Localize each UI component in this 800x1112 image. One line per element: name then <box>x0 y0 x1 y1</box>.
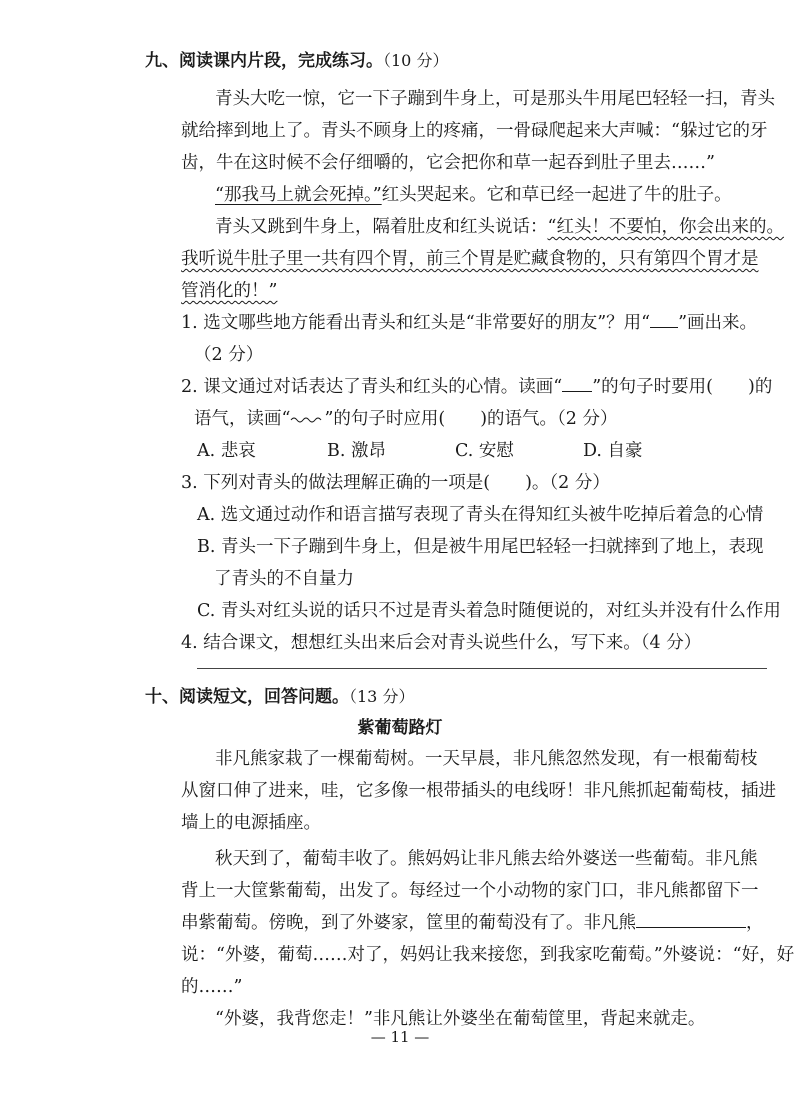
question-1-text: ”画出来。 <box>678 313 758 333</box>
question-1-score: （2 分） <box>194 345 264 365</box>
page-number: — 11 — <box>370 1028 430 1046</box>
option-a: A. 悲哀 <box>197 441 256 461</box>
section-10-heading: 十、阅读短文，回答问题。 <box>145 687 349 707</box>
question-3-option-b-cont: 了青头的不自量力 <box>214 569 354 589</box>
option-d: D. 自豪 <box>583 441 643 461</box>
section-9-heading-line <box>145 49 448 73</box>
straight-line-sample <box>562 375 592 392</box>
wavy-underlined-quote: “红头！不要怕，你会出来的。 <box>547 217 784 237</box>
passage-text: 青头又跳到牛身上，隔着肚皮和红头说话： <box>215 217 548 237</box>
question-2-text: 语气，读画“ <box>194 409 291 429</box>
question-3-stem: 3. 下列对青头的做法理解正确的一项是( )。（2 分） <box>181 473 610 493</box>
straight-line-sample <box>650 311 678 328</box>
question-2-text: ”的句子时应用( )的语气。（2 分） <box>324 409 618 429</box>
story-line: 从窗口伸了进来，哇，它多像一根带插头的电线呀！非凡熊抓起葡萄枝，插进 <box>181 781 776 801</box>
wavy-line-sample <box>290 415 324 425</box>
story-text: ， <box>746 913 764 933</box>
section-9-heading: 九、阅读课内片段，完成练习。 <box>145 51 383 71</box>
story-line: 背上一大筐紫葡萄，出发了。每经过一个小动物的家门口，非凡熊都留下一 <box>181 881 759 901</box>
wavy-underlined-quote: 管消化的！” <box>181 281 278 301</box>
question-1-text: 1. 选文哪些地方能看出青头和红头是“非常要好的朋友”？用“ <box>181 313 651 333</box>
passage-1-line: 齿，牛在这时候不会仔细嚼的，它会把你和草一起吞到肚子里去……” <box>181 153 715 173</box>
story-line: 秋天到了，葡萄丰收了。熊妈妈让非凡熊去给外婆送一些葡萄。非凡熊 <box>215 849 758 869</box>
question-3-option-c: C. 青头对红头说的话只不过是青头着急时随便说的，对红头并没有什么作用 <box>197 601 781 621</box>
section-9-score: （10 分） <box>383 51 449 70</box>
question-2-text: ”的句子时要用( )的 <box>592 377 773 397</box>
story-line: 墙上的电源插座。 <box>181 813 321 833</box>
story-line <box>181 911 764 935</box>
answer-line <box>197 668 767 669</box>
section-10-score: （13 分） <box>349 687 415 706</box>
question-3-option-a: A. 选文通过动作和语言描写表现了青头在得知红头被牛吃掉后着急的心情 <box>197 505 764 525</box>
story-title: 紫葡萄路灯 <box>357 718 443 738</box>
story-line: “外婆，我背您走！”非凡熊让外婆坐在葡萄筐里，背起来就走。 <box>215 1009 706 1029</box>
passage-3-line <box>215 215 784 239</box>
story-text: 串紫葡萄。傍晚，到了外婆家，筐里的葡萄没有了。非凡熊 <box>181 913 636 933</box>
question-2-line <box>194 407 618 431</box>
question-2-text: 2. 课文通过对话表达了青头和红头的心情。读画“ <box>181 377 563 397</box>
story-line: 非凡熊家栽了一棵葡萄树。一天早晨，非凡熊忽然发现，有一根葡萄枝 <box>215 749 758 769</box>
question-2-line <box>181 375 772 399</box>
story-line: 的……” <box>181 977 243 997</box>
story-line: 说：“外婆，葡萄……对了，妈妈让我来接您，到我家吃葡萄。”外婆说：“好，好 <box>181 945 795 965</box>
passage-3-line <box>181 247 759 271</box>
option-c: C. 安慰 <box>455 441 514 461</box>
underlined-quote: “那我马上就会死掉。” <box>215 185 382 205</box>
question-3-option-b: B. 青头一下子蹦到牛身上，但是被牛用尾巴轻轻一扫就摔到了地上，表现 <box>197 537 764 557</box>
question-4: 4. 结合课文，想想红头出来后会对青头说些什么，写下来。（4 分） <box>181 633 702 653</box>
passage-3-line <box>181 279 277 303</box>
option-b: B. 激昂 <box>327 441 386 461</box>
question-1-line <box>181 311 757 335</box>
wavy-underlined-quote: 我听说牛肚子里一共有四个胃，前三个胃是贮藏食物的，只有第四个胃才是 <box>181 249 759 269</box>
fill-in-blank[interactable] <box>636 911 746 928</box>
passage-text: 红头哭起来。它和草已经一起进了牛的肚子。 <box>381 185 732 205</box>
section-10-heading-line <box>145 685 414 709</box>
passage-1-line: 青头大吃一惊，它一下子蹦到牛身上，可是那头牛用尾巴轻轻一扫，青头 <box>215 89 775 109</box>
passage-2-line <box>215 183 732 207</box>
passage-1-line: 就给摔到地上了。青头不顾身上的疼痛，一骨碌爬起来大声喊：“躲过它的牙 <box>181 121 768 141</box>
